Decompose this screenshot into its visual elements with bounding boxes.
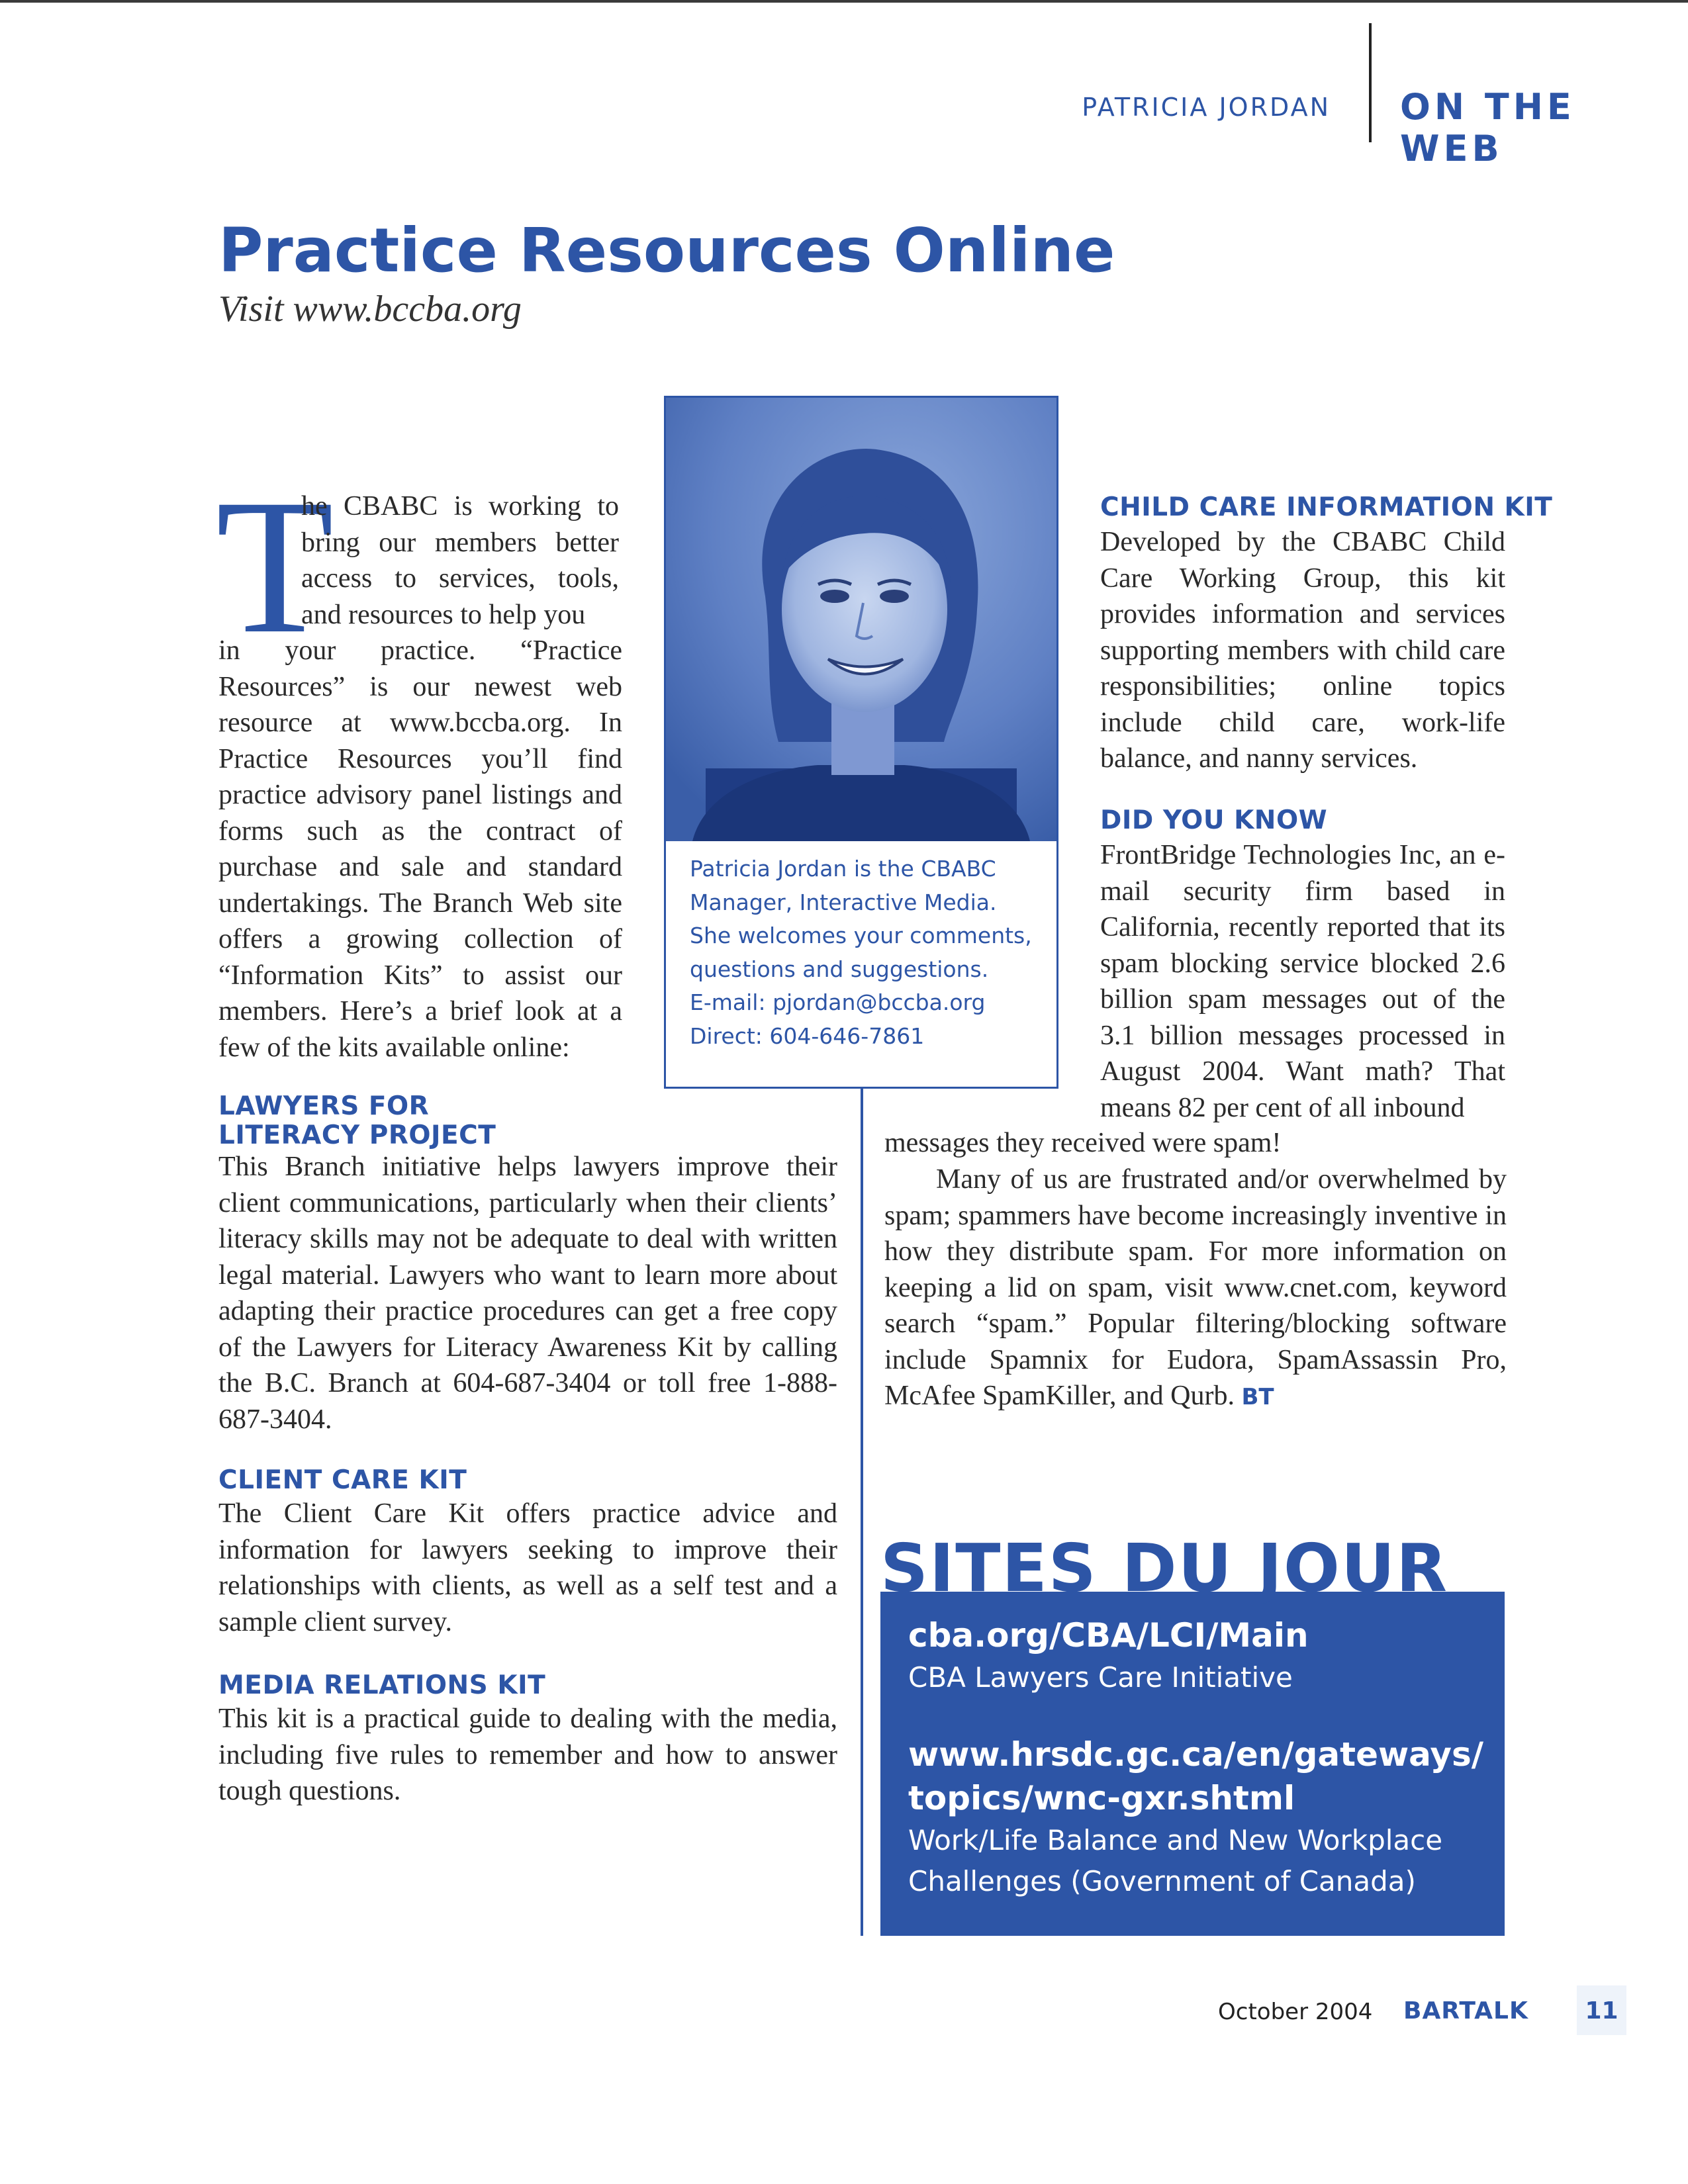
author-photo	[666, 398, 1056, 841]
site-url-link[interactable]: topics/wnc-gxr.shtml	[908, 1779, 1295, 1817]
sites-title: SITES DU JOUR	[880, 1529, 1449, 1607]
site-description: Work/Life Balance and New Workplace	[908, 1824, 1443, 1856]
caption-line: Patricia Jordan is the CBABC	[690, 856, 996, 882]
page-subtitle: Visit www.bccba.org	[218, 289, 522, 330]
client-care-text: The Client Care Kit offers practice advice and information for lawyers seeking to improve their relationships with clients, as well as a self test and a sample client survey.	[218, 1498, 837, 1637]
footer-date: October 2004	[1218, 1999, 1373, 2025]
header-section: ON THE WEB	[1400, 86, 1575, 169]
caption-line: questions and suggestions.	[690, 956, 989, 982]
child-care-text: Developed by the CBABC Child Care Working Group, this kit provides information and services supporting members with child care responsibilities; online topics include child care, work-life balance, and nanny services.	[1100, 527, 1505, 774]
did-you-know-para2-text: Many of us are frustrated and/or overwhelmed by spam; spammers have become increasingly inventive in how they distribute spam. For more information on keeping a lid on spam, visit www.cnet.com, keyword search “spam.” Popular filtering/blocking software include Spamnix for Eudora, SpamAssassin Pro, McAfee SpamKiller, and Qurb.	[884, 1164, 1507, 1411]
child-care-heading: CHILD CARE INFORMATION KIT	[1100, 492, 1553, 522]
media-text: This kit is a practical guide to dealing with the media, including five rules to remember and how to answer tough questions.	[218, 1704, 837, 1806]
sites-list	[908, 1614, 1491, 1902]
client-care-heading: CLIENT CARE KIT	[218, 1465, 467, 1495]
did-you-know-text-continued: messages they received were spam!	[884, 1128, 1282, 1158]
caption-email: E-mail: pjordan@bccba.org	[690, 989, 986, 1016]
end-mark: BT	[1241, 1384, 1274, 1410]
caption-phone: Direct: 604-646-7861	[690, 1023, 925, 1049]
header-divider	[1369, 23, 1372, 142]
did-you-know-paragraph-2	[884, 1161, 1507, 1416]
literacy-heading: LAWYERS FOR LITERACY PROJECT	[218, 1091, 496, 1150]
page-title: Practice Resources Online	[218, 215, 1115, 286]
footer-magazine: BARTALK	[1403, 1997, 1528, 2025]
did-you-know-text: FrontBridge Technologies Inc, an e-mail security firm based in California, recently reported that its spam blocking service blocked 2.6 billion spam messages out of the 3.1 billion messages processed in August 2004. Want math? That means 82 per cent of all inbound	[1100, 840, 1505, 1123]
site-description: Challenges (Government of Canada)	[908, 1865, 1416, 1897]
literacy-text: This Branch initiative helps lawyers improve their client communications, particularly when their clients’ literacy skills may not be adequate to deal with written legal material. Lawyers who want to learn more about adapting their practice procedures can get a free copy of the Lawyers for Literacy Awareness Kit by calling the B.C. Branch at 604-687-3404 or toll free 1-888-687-3404.	[218, 1152, 837, 1435]
drop-cap: T	[216, 460, 334, 674]
caption-line: Manager, Interactive Media.	[690, 889, 997, 915]
page-number: 11	[1585, 1997, 1618, 2025]
site-description: CBA Lawyers Care Initiative	[908, 1661, 1293, 1694]
site-url-link[interactable]: www.hrsdc.gc.ca/en/gateways/	[908, 1735, 1483, 1774]
portrait-image	[666, 398, 1056, 841]
did-you-know-heading: DID YOU KNOW	[1100, 805, 1328, 835]
media-heading: MEDIA RELATIONS KIT	[218, 1670, 546, 1700]
caption-line: She welcomes your comments,	[690, 923, 1032, 949]
site-url-link[interactable]: cba.org/CBA/LCI/Main	[908, 1616, 1309, 1655]
column-divider	[861, 1089, 863, 1936]
intro-paragraph: in your practice. “Practice Resources” is our newest web resource at www.bccba.org. In Practice Resources you’ll find practice advisory panel listings and forms such as the contract of purchase and sale and standard undertakings. The Branch Web site offers a growing collection of “Information Kits” to assist our members. Here’s a brief look at a few of the kits available online:	[218, 635, 622, 1063]
photo-caption	[690, 852, 1047, 1054]
top-rule	[0, 0, 1688, 3]
intro-first-lines: he CBABC is working to bring our members better access to services, tools, and resources to help you	[301, 491, 619, 630]
header-author: PATRICIA JORDAN	[1082, 93, 1331, 122]
